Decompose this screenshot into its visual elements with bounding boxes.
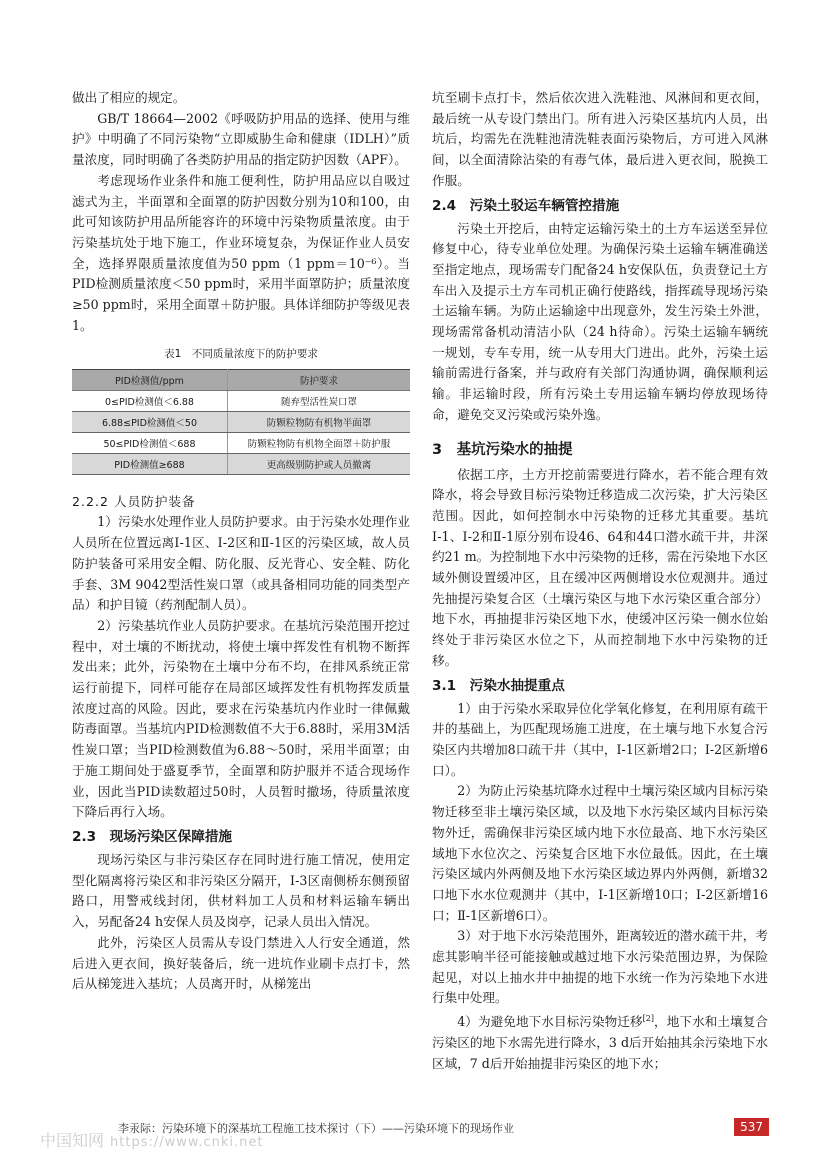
section-heading: 3 基坑污染水的抽提: [432, 441, 573, 458]
table-header-cell: 防护要求: [227, 370, 410, 391]
table-cell: 6.88≤PID检测值＜50: [72, 412, 227, 433]
paragraph-text: 4）为避免地下水目标污染物迁移: [457, 1014, 643, 1030]
table-cell: 防颗粒物防有机物全面罩＋防护服: [227, 433, 410, 454]
right-column: [432, 88, 768, 1074]
table-row: [72, 433, 410, 454]
section-heading: 3.1 污染水抽提重点: [432, 677, 565, 694]
table-caption: 表1 不同质量浓度下的防护要求: [164, 348, 318, 361]
table-header-cell: PID检测值/ppm: [72, 370, 227, 391]
paragraph-text: ，地下水和土壤复合污染区的地下水需先进行降水，3 d后开始抽其余污染地下水区域，7 d后开始抽提非污染区的地下水；: [432, 1014, 769, 1071]
paragraph: 2）污染基坑作业人员防护要求。在基坑污染范围开挖过程中，对土壤的不断扰动，将使土壤中挥发性有机物不断挥发出来；此外，污染物在土壤中分布不均，在排风系统正常运行前提下，同样可能存在局部区域挥发性有机物挥发质量浓度过高的风险。因此，要求在污染基坑内作业时一律佩戴防毒面罩。当基坑内PID检测数值不大于6.88时，采用3M活性炭口罩；当PID检测数值为6.88～50时，采用半面罩；由于施工期间处于盛夏季节，全面罩和防护服并不适合现场作业，因此当PID读数超过50时，人员暂时撤场，待质量浓度下降后再行入场。: [72, 617, 410, 820]
paragraph: 依据工序，土方开挖前需要进行降水，若不能合理有效降水，将会导致目标污染物迁移造成二次污染，扩大污染区范围。因此，如何控制水中污染物的迁移尤其重要。基坑Ⅰ-1、Ⅰ-2和Ⅱ-1原分别布设46、64和44口潜水疏干井，井深约21 m。为控制地下水中污染物的迁移，需在污染地下水区域外侧设置缓冲区，且在缓冲区两侧增设水位观测井。通过先抽提污染复合区（土壤污染区与地下水污染区重合部分）地下水，再抽提非污染区地下水，使缓冲区污染一侧水位始终处于非污染区水位之下，从而控制地下水中污染物的迁移。: [432, 466, 768, 668]
paragraph: GB/T 18664—2002《呼吸防护用品的选择、使用与维护》中明确了不同污染物“立即威胁生命和健康（IDLH）”质量浓度，同时明确了各类防护用品的指定防护因数（APF）。: [72, 110, 410, 168]
watermark: [40, 1128, 263, 1151]
paragraph: [432, 1009, 768, 1074]
running-title: 李汞际：污染环境下的深基坑工程施工技术探讨（下）——污染环境下的现场作业: [118, 1122, 514, 1135]
subsection-heading: 2.2.2 人员防护装备: [72, 494, 196, 510]
paragraph: 1）由于污染水采取异位化学氧化修复，在利用原有疏干井的基础上，为匹配现场施工进度，在土壤与地下水复合污染区内共增加8口疏干井（其中，Ⅰ-1区新增2口；Ⅰ-2区新增6口）。: [432, 700, 768, 778]
section-heading: 2.3 现场污染区保障措施: [72, 828, 233, 845]
table-cell: 50≤PID检测值＜688: [72, 433, 227, 454]
paragraph: 考虑现场作业条件和施工便利性，防护用品应以自吸过滤式为主，半面罩和全面罩的防护因数分别为10和100，由此可知该防护用品所能容许的环境中污染物质量浓度。由于污染基坑处于地下施工，作业环境复杂，为保证作业人员安全，选择界限质量浓度值为50 ppm（1 ppm＝10⁻⁶）。当PID检测质量浓度＜50 ppm时，采用半面罩防护；质量浓度≥50 ppm时，采用全面罩＋防护服。具体详细防护等级见表1。: [72, 172, 410, 333]
page-number: 537: [734, 1118, 769, 1136]
table-cell: 更高级别防护或人员撤离: [227, 454, 410, 475]
table-row: [72, 454, 410, 475]
watermark-url[interactable]: https://www.cnki.net: [110, 1135, 264, 1150]
table-cell: 随弃型活性炭口罩: [227, 391, 410, 412]
left-column: [72, 88, 410, 995]
paragraph: 污染土开挖后，由特定运输污染土的土方车运送至异位修复中心，待专业单位处理。为确保污染土运输车辆准确送至指定地点，现场需专门配备24 h安保队伍，负责登记土方车出入及提示土方车司机正确行使路线，指挥疏导现场污染土运输车辆。为防止运输途中出现意外，发生污染土外泄，现场需常备机动清洁小队（24 h待命）。污染土运输车辆统一规划，专车专用，统一从专用大门进出。此外，污染土运输前需进行备案，并与政府有关部门沟通协调，确保顺利运输。非运输时段，所有污染土专用运输车辆均停放现场待命，避免交叉污染或污染外逸。: [432, 220, 768, 422]
citation-ref[interactable]: [2]: [642, 1014, 654, 1024]
paragraph: 坑至刷卡点打卡，然后依次进入洗鞋池、风淋间和更衣间，最后统一从专设门禁出门。所有进入污染区基坑内人员，出坑后，均需先在洗鞋池清洗鞋表面污染物后，方可进入风淋间，以全面清除沾染的有毒气体，最后进入更衣间，脱换工作服。: [432, 90, 768, 188]
paragraph: 此外，污染区人员需从专设门禁进入人行安全通道，然后进入更衣间，换好装备后，统一进坑作业刷卡点打卡，然后从梯笼进入基坑；人员离开时，从梯笼出: [72, 934, 410, 992]
watermark-brand: 中国知网: [40, 1131, 105, 1150]
section-heading: 2.4 污染土驳运车辆管控措施: [432, 197, 620, 214]
paragraph: 做出了相应的规定。: [72, 90, 186, 105]
paragraph: 1）污染水处理作业人员防护要求。由于污染水处理作业人员所在位置远离Ⅰ-1区、Ⅰ-2区和Ⅱ-1区的污染区域，故人员防护装备可采用安全帽、防化服、反光背心、安全鞋、防化手套、3M 9042型活性炭口罩（或具备相同功能的同类型产品）和护目镜（药剂配制人员）。: [72, 514, 410, 613]
protection-table: [72, 369, 410, 475]
table-row: [72, 412, 410, 433]
paragraph: 3）对于地下水污染范围外，距离较近的潜水疏干井，考虑其影响半径可能接触或越过地下水污染范围边界，为保险起见，对以上抽水井中抽提的地下水统一作为污染地下水进行集中处理。: [432, 928, 768, 1006]
table-row: [72, 391, 410, 412]
table-cell: PID检测值≥688: [72, 454, 227, 475]
table-header-row: [72, 370, 410, 391]
paragraph: 现场污染区与非污染区存在同时进行施工情况，使用定型化隔离将污染区和非污染区分隔开，Ⅰ-3区南侧桥东侧预留路口，用警戒线封闭，供材料加工人员和材料运输车辆出入，另配备24 h安保人员及岗亭，记录人员出入情况。: [72, 851, 410, 930]
paragraph: 2）为防止污染基坑降水过程中土壤污染区域内目标污染物迁移至非土壤污染区域，以及地下水污染区域内目标污染物外迁，需确保非污染区域内地下水位最高、地下水污染区域地下水位次之、污染复合区地下水位最低。因此，在土壤污染区域内外两侧及地下水污染区域边界内外两侧，新增32口地下水水位观测井（其中，Ⅰ-1区新增10口；Ⅰ-2区新增16口；Ⅱ-1区新增6口）。: [432, 783, 768, 923]
table-cell: 0≤PID检测值＜6.88: [72, 391, 227, 412]
table-cell: 防颗粒物防有机物半面罩: [227, 412, 410, 433]
